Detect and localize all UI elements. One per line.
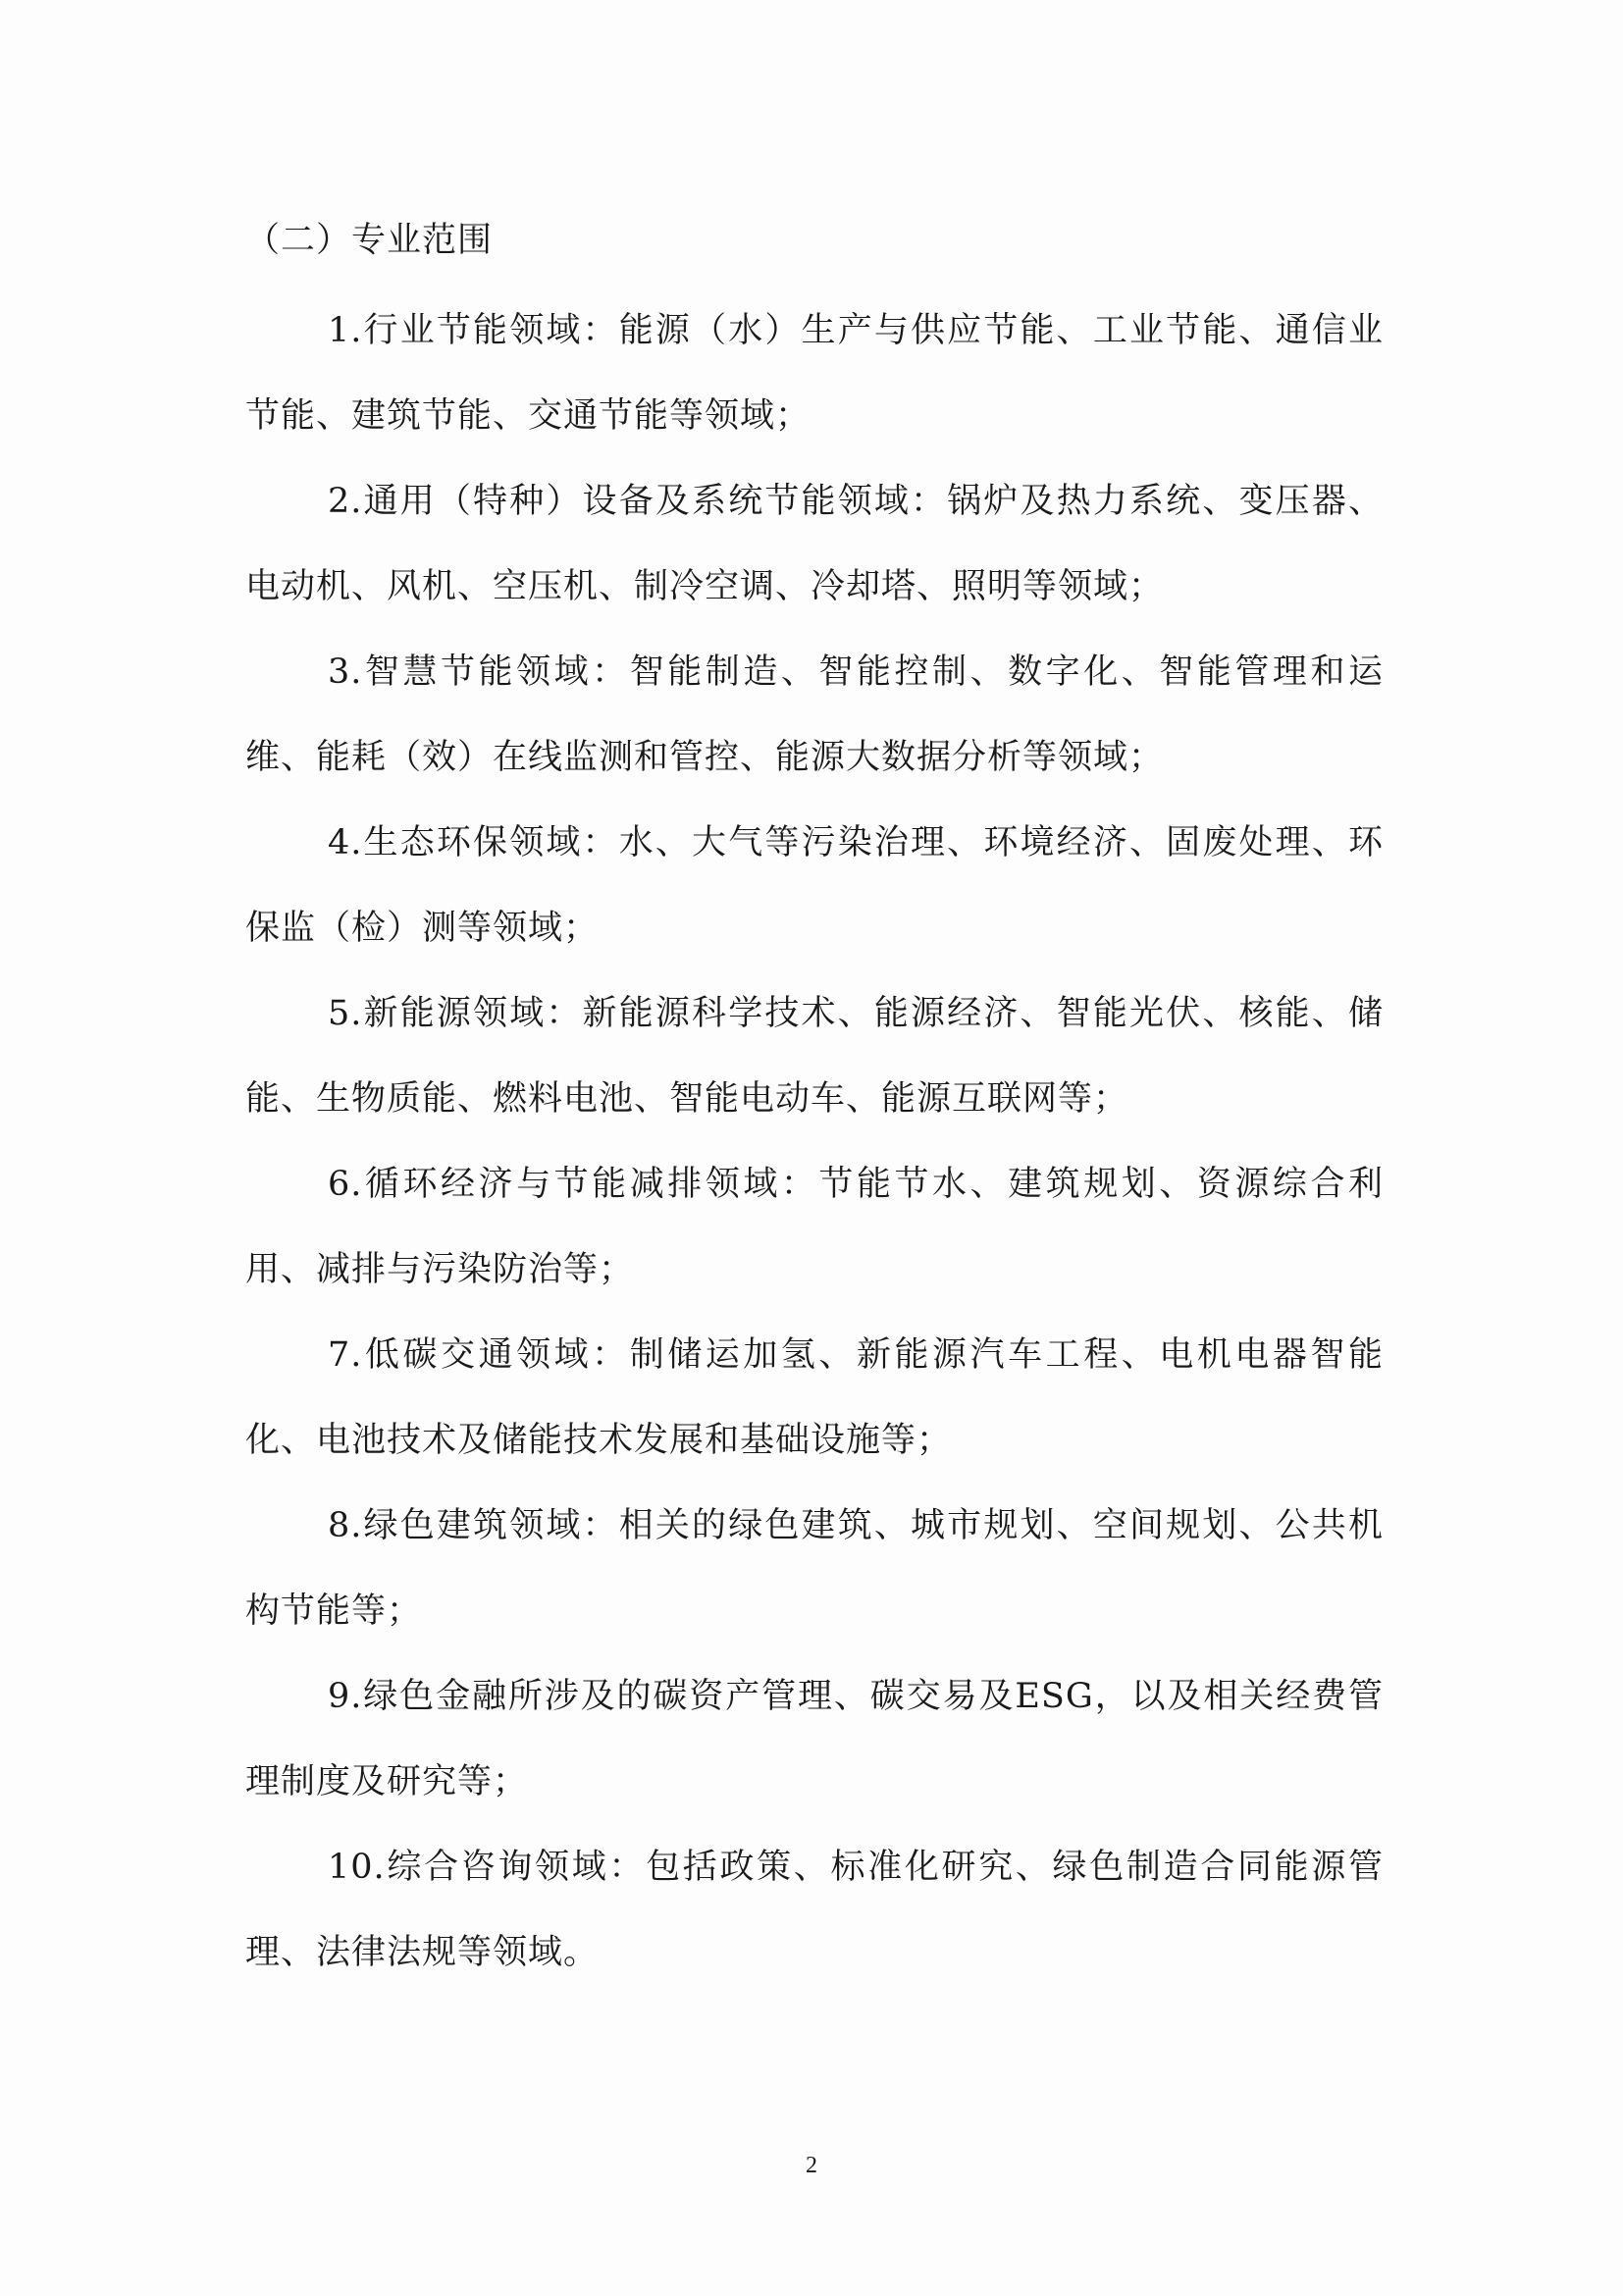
scope-item-1: 1.行业节能领域：能源（水）生产与供应节能、工业节能、通信业节能、建筑节能、交通节能等领域； — [245, 311, 1384, 436]
scope-item-7: 7.低碳交通领域：制储运加氢、新能源汽车工程、电机电器智能化、电池技术及储能技术发展和基础设施等； — [245, 1335, 1384, 1460]
section-heading: （二）专业范围 — [245, 221, 494, 260]
scope-item-5: 5.新能源领域：新能源科学技术、能源经济、智能光伏、核能、储能、生物质能、燃料电池、智能电动车、能源互联网等； — [245, 994, 1384, 1119]
scope-item-9: 9.绿色金融所涉及的碳资产管理、碳交易及ESG，以及相关经费管理制度及研究等； — [245, 1677, 1384, 1801]
scope-item-2: 2.通用（特种）设备及系统节能领域：锅炉及热力系统、变压器、电动机、风机、空压机、制冷空调、冷却塔、照明等领域； — [245, 482, 1384, 606]
document-body — [245, 216, 1384, 1996]
page-number: 2 — [806, 2153, 817, 2178]
scope-item-6: 6.循环经济与节能减排领域：节能节水、建筑规划、资源综合利用、减排与污染防治等； — [245, 1165, 1384, 1289]
scope-item-10: 10.综合咨询领域：包括政策、标准化研究、绿色制造合同能源管理、法律法规等领域。 — [245, 1848, 1384, 1972]
scope-item-4: 4.生态环保领域：水、大气等污染治理、环境经济、固废处理、环保监（检）测等领域； — [245, 823, 1384, 948]
scope-item-8: 8.绿色建筑领域：相关的绿色建筑、城市规划、空间规划、公共机构节能等； — [245, 1506, 1384, 1631]
scope-item-3: 3.智慧节能领域：智能制造、智能控制、数字化、智能管理和运维、能耗（效）在线监测和管控、能源大数据分析等领域； — [245, 652, 1384, 777]
